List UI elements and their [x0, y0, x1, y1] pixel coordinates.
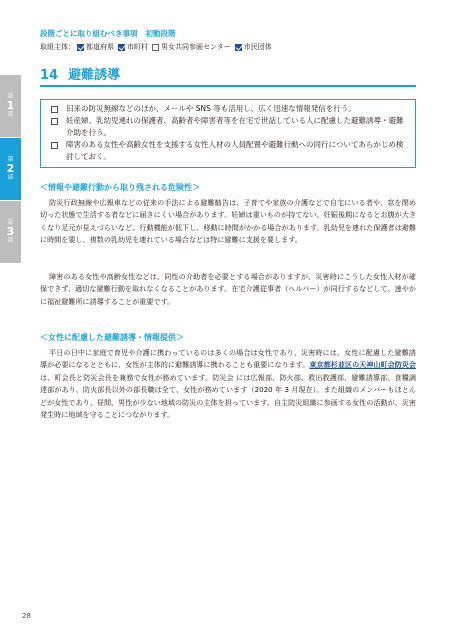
subheading-guidance: ＜女性に配慮した避難誘導・情報提供＞: [40, 333, 184, 342]
checkbox-icon: [51, 142, 58, 149]
part-tab-suffix: 部: [7, 237, 14, 245]
part-tab-suffix: 部: [7, 174, 14, 182]
case-study-link[interactable]: 東京都杉並区の天神山町会防災会: [309, 360, 417, 370]
part-tab-prefix: 第: [7, 155, 14, 163]
actor-prefecture: [77, 42, 114, 52]
checked-box-icon: [118, 44, 125, 51]
actor-label: 市町村: [127, 43, 148, 51]
part-tab-number: 3: [6, 224, 15, 238]
part-tab-prefix: 第: [7, 92, 14, 100]
actor-label: 男女共同参画センター: [161, 43, 231, 51]
part-tab-2[interactable]: [0, 138, 21, 200]
section-title-text: 避難誘導: [68, 68, 121, 83]
actor-civic-group: [235, 42, 272, 52]
checklist-item: [47, 103, 409, 115]
checklist-item: [47, 139, 409, 163]
part-tab-number: 2: [6, 161, 15, 175]
checklist-box: [40, 99, 416, 168]
actor-label: 市民団体: [243, 43, 272, 51]
checked-box-icon: [235, 44, 242, 51]
checkbox-icon: [51, 106, 58, 113]
stage-line: [40, 28, 420, 39]
actor-gender-center: [152, 42, 231, 52]
stage-label: 段階ごとに取り組むべき事項: [40, 29, 138, 38]
section-number: 14: [40, 68, 59, 83]
page-header: [40, 28, 420, 52]
section-title: [40, 66, 416, 87]
stage-value: 初動段階: [145, 29, 176, 38]
checklist-item: [47, 115, 409, 139]
part-tab-prefix: 第: [7, 218, 14, 226]
checklist-text: 障害のある女性や高齢女性を支援する女性人材の人員配置や避難行動への同行についてあらかじめ検討しておく。: [66, 140, 404, 161]
unchecked-box-icon: [152, 44, 159, 51]
part-tab-number: 1: [6, 98, 15, 112]
paragraph-text: 障害のある女性や高齢女性などは、同性の介助者を必要とする場合がありますが、災害時にこうした女性人材が確保できず、適切な避難行動を取れなくなることがあります。在宅介護従事者（ヘルパー）が同行するなどして、速やかに福祉避難所に誘導することが重要です。: [40, 272, 416, 306]
actor-municipality: [118, 42, 148, 52]
checkbox-icon: [51, 118, 58, 125]
actors-row: [40, 42, 420, 52]
paragraph-text: 防災行政無線や広報車などの従来の手法による避難勧告は、子育てや家族の介護などで自宅にいる者や、窓を閉め切った状態で生活する者などに届きにくい場合があります。妊婦は重いものが持てない、妊娠後期になるとお腹が大きくなり足元が見えづらいなど、行動機能が低下し、移動に時間がかかる場合があります。乳幼児を連れた保護者は避難に時間を要し、複数の乳幼児を連れている場合などは特に避難に支援を要します。: [40, 198, 416, 245]
part-tab-3[interactable]: [0, 201, 21, 263]
paragraph: [40, 347, 416, 421]
checked-box-icon: [77, 44, 84, 51]
paragraph: [40, 271, 416, 308]
checklist-text: 旧来の防災無線などのほか、メールや SNS 等も活用し、広く迅速な情報発信を行う。: [66, 104, 356, 113]
checklist-text: 妊産婦、乳幼児連れの保護者、高齢者や障害者等を在宅で世話している人に配慮した避難誘導・避難介助を行う。: [66, 116, 404, 137]
actor-label: 都道府県: [86, 43, 114, 51]
actors-label: 取組主体：: [40, 43, 75, 51]
paragraph-text: 平日の日中に家庭で育児や介護に携わっているのは多くの場合は女性であり、災害時には、女性に配慮した避難誘導が必要になるとともに、女性が主体的に避難誘導に携わることも重要になります。: [40, 348, 416, 370]
page-number: 28: [22, 612, 31, 620]
paragraph-text: は、町会長と防災会長を兼務で女性が務めています。防災会 には広報部、防火部、救出救護部、避難誘導部、食糧調達部があり、防火部長以外の部長職は全て、女性が務めています（2020 年 3 月現在）。また組織のメンバーもほとんどが女性であり、昼間、男性が少ない地域の防災の主体を担っています。自主防災組織に参画する女性の活動が、災害発生時に地域を守ることにつながります。: [40, 372, 416, 420]
part-tab-suffix: 部: [7, 111, 14, 119]
part-tabs: [0, 75, 21, 264]
part-tab-1[interactable]: [0, 75, 21, 137]
subheading-risk: ＜情報や避難行動から取り残される危険性＞: [40, 183, 200, 192]
paragraph: [40, 197, 416, 247]
